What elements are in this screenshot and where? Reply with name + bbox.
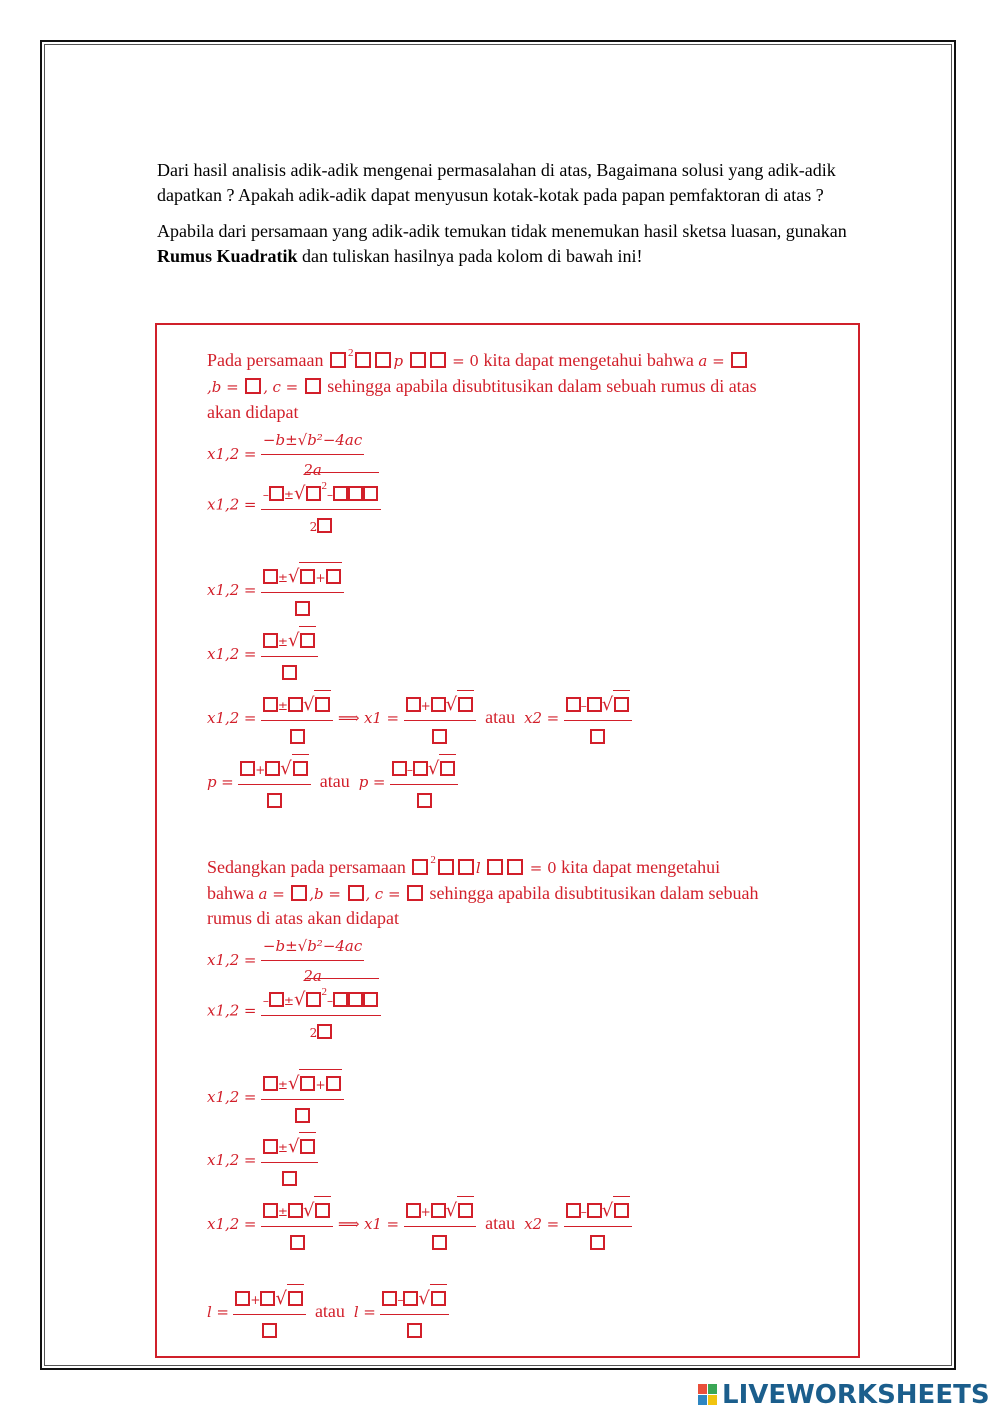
input-box[interactable]: [315, 697, 330, 712]
input-box[interactable]: [566, 697, 581, 712]
input-box[interactable]: [363, 486, 378, 501]
input-box[interactable]: [288, 697, 303, 712]
input-box[interactable]: [403, 1291, 418, 1306]
input-box[interactable]: [363, 992, 378, 1007]
liveworksheets-logo: LIVEWORKSHEETS: [698, 1380, 990, 1410]
sec1-step3: x1,2 = ±√: [207, 626, 318, 684]
intro-paragraph-1: Dari hasil analisis adik-adik mengenai permasalahan di atas, Bagaimana solusi yang adik-adik dapatkan ? Apakah adik-adik dapat menyusun kotak-kotak pada papan pemfaktoran di atas ?: [157, 160, 836, 205]
input-box[interactable]: [300, 569, 315, 584]
input-box[interactable]: [235, 1291, 250, 1306]
input-box[interactable]: [300, 1139, 315, 1154]
input-box[interactable]: [290, 1235, 305, 1250]
input-box[interactable]: [288, 1291, 303, 1306]
input-box[interactable]: [413, 761, 428, 776]
input-box[interactable]: [330, 352, 346, 368]
input-box[interactable]: [417, 793, 432, 808]
input-box[interactable]: [590, 729, 605, 744]
input-box[interactable]: [262, 1323, 277, 1338]
input-box[interactable]: [290, 729, 305, 744]
input-box[interactable]: [440, 761, 455, 776]
input-box[interactable]: [288, 1203, 303, 1218]
input-box[interactable]: [731, 352, 747, 368]
input-box[interactable]: [306, 992, 321, 1007]
input-box[interactable]: [263, 569, 278, 584]
input-box[interactable]: [458, 697, 473, 712]
sec1-step4: x1,2 = ± √ ⟹ x1 = + √ atau x2 = – √: [207, 690, 632, 748]
input-box[interactable]: [348, 992, 363, 1007]
input-box[interactable]: [406, 1203, 421, 1218]
sec1-line2: ,b = , c = sehingga apabila disubtitusikan dalam sebuah rumus di atas: [207, 376, 757, 396]
input-box[interactable]: [432, 729, 447, 744]
sec2-line2: bahwa a = ,b = , c = sehingga apabila disubtitusikan dalam sebuah: [207, 883, 759, 903]
input-box[interactable]: [260, 1291, 275, 1306]
sec2-quad-formula: x1,2 = $\frac{\text{−b±√b²−4ac}}{2a}$: [207, 934, 364, 988]
intro-paragraph-2: Apabila dari persamaan yang adik-adik temukan tidak menemukan hasil sketsa luasan, gunakan Rumus Kuadratik dan tuliskan hasilnya pada kolom di bawah ini!: [157, 221, 847, 266]
input-box[interactable]: [306, 486, 321, 501]
input-box[interactable]: [317, 1024, 332, 1039]
input-box[interactable]: [392, 761, 407, 776]
rumus-kuadratik-label: Rumus Kuadratik: [157, 246, 298, 266]
input-box[interactable]: [333, 992, 348, 1007]
intro-text: [157, 158, 882, 280]
input-box[interactable]: [317, 518, 332, 533]
input-box[interactable]: [293, 761, 308, 776]
input-box[interactable]: [300, 633, 315, 648]
input-box[interactable]: [348, 486, 363, 501]
input-box[interactable]: [507, 859, 523, 875]
input-box[interactable]: [487, 859, 503, 875]
input-box[interactable]: [326, 569, 341, 584]
input-box[interactable]: [267, 793, 282, 808]
input-box[interactable]: [410, 352, 426, 368]
sec2-step3: x1,2 = ±√: [207, 1132, 318, 1190]
input-box[interactable]: [263, 1076, 278, 1091]
input-box[interactable]: [430, 352, 446, 368]
input-box[interactable]: [614, 697, 629, 712]
input-box[interactable]: [300, 1076, 315, 1091]
input-box[interactable]: [295, 601, 310, 616]
input-box[interactable]: [614, 1203, 629, 1218]
sec2-line3: rumus di atas akan didapat: [207, 908, 399, 928]
input-box[interactable]: [382, 1291, 397, 1306]
sec2-step2: x1,2 = ±√ +: [207, 1069, 344, 1127]
input-box[interactable]: [587, 697, 602, 712]
input-box[interactable]: [269, 992, 284, 1007]
sec1-result: p = + √ atau p = – √: [207, 754, 458, 812]
sec2-step4: x1,2 = ± √ ⟹ x1 = + √ atau x2 = – √: [207, 1196, 632, 1254]
input-box[interactable]: [291, 885, 307, 901]
input-box[interactable]: [315, 1203, 330, 1218]
sec2-result: l = + √ atau l = – √: [207, 1284, 449, 1342]
sec1-line3: akan didapat: [207, 402, 299, 422]
input-box[interactable]: [245, 378, 261, 394]
sec1-line1: Pada persamaan $^2$ p = 0 kita dapat mengetahui bahwa a =: [207, 341, 749, 373]
input-box[interactable]: [590, 1235, 605, 1250]
input-box[interactable]: [282, 665, 297, 680]
sec1-substituted: x1,2 = $\frac{- \pm√ ^2-}{2}$: [207, 472, 381, 539]
input-box[interactable]: [431, 1203, 446, 1218]
input-box[interactable]: [406, 697, 421, 712]
input-box[interactable]: [566, 1203, 581, 1218]
input-box[interactable]: [375, 352, 391, 368]
input-box[interactable]: [263, 633, 278, 648]
input-box[interactable]: [587, 1203, 602, 1218]
sec2-line1: Sedangkan pada persamaan $^2$ l = 0 kita dapat mengetahui: [207, 854, 721, 877]
sec2-substituted: x1,2 = $\frac{- \pm√ ^2-}{2}$: [207, 978, 381, 1045]
sec1-step2: x1,2 = ±√ +: [207, 562, 344, 620]
input-box[interactable]: [305, 378, 321, 394]
sec1-quad-formula: x1,2 = $\frac{\text{−b±√b²−4ac}}{2a}$: [207, 428, 364, 482]
input-box[interactable]: [412, 859, 428, 875]
input-box[interactable]: [295, 1108, 310, 1123]
input-box[interactable]: [263, 1139, 278, 1154]
input-box[interactable]: [333, 486, 348, 501]
input-box[interactable]: [326, 1076, 341, 1091]
input-box[interactable]: [263, 697, 278, 712]
input-box[interactable]: [269, 486, 284, 501]
input-box[interactable]: [432, 1235, 447, 1250]
input-box[interactable]: [263, 1203, 278, 1218]
input-box[interactable]: [407, 1323, 422, 1338]
input-box[interactable]: [265, 761, 280, 776]
input-box[interactable]: [458, 1203, 473, 1218]
input-box[interactable]: [348, 885, 364, 901]
input-box[interactable]: [438, 859, 454, 875]
input-box[interactable]: [458, 859, 474, 875]
logo-icon: [698, 1384, 718, 1406]
input-box[interactable]: [431, 697, 446, 712]
input-box[interactable]: [240, 761, 255, 776]
input-box[interactable]: [407, 885, 423, 901]
input-box[interactable]: [355, 352, 371, 368]
input-box[interactable]: [431, 1291, 446, 1306]
input-box[interactable]: [282, 1171, 297, 1186]
